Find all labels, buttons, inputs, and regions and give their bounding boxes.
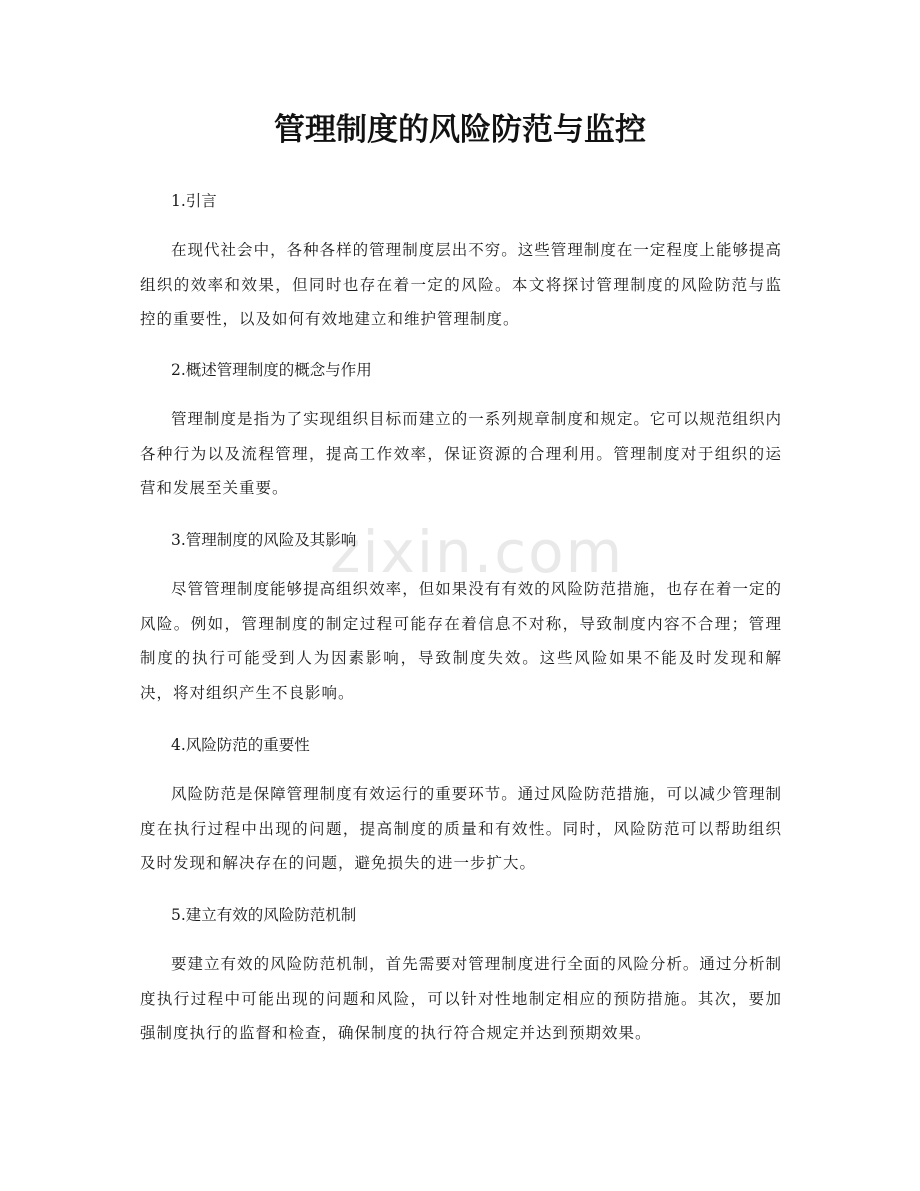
- section-heading-3: 3.管理制度的风险及其影响: [171, 531, 357, 549]
- section-heading-2: 2.概述管理制度的概念与作用: [171, 361, 372, 379]
- section-body-1: 在现代社会中，各种各样的管理制度层出不穷。这些管理制度在一定程度上能够提高组织的效率和效果，但同时也存在着一定的风险。本文将探讨管理制度的风险防范与监控的重要性，以及如何有效地建立和维护管理制度。: [140, 241, 782, 328]
- watermark: zixin.com: [330, 518, 625, 586]
- section-heading-1: 1.引言: [171, 192, 217, 210]
- section-body-4: 风险防范是保障管理制度有效运行的重要环节。通过风险防范措施，可以减少管理制度在执行过程中出现的问题，提高制度的质量和有效性。同时，风险防范可以帮助组织及时发现和解决存在的问题，避免损失的进一步扩大。: [140, 785, 782, 872]
- section-heading-5: 5.建立有效的风险防范机制: [171, 906, 357, 924]
- document-title: 管理制度的风险防范与监控: [274, 112, 646, 148]
- section-heading-4: 4.风险防范的重要性: [171, 736, 310, 754]
- section-body-5: 要建立有效的风险防范机制，首先需要对管理制度进行全面的风险分析。通过分析制度执行过程中可能出现的问题和风险，可以针对性地制定相应的预防措施。其次，要加强制度执行的监督和检查，确保制度的执行符合规定并达到预期效果。: [140, 955, 782, 1042]
- section-body-3: 尽管管理制度能够提高组织效率，但如果没有有效的风险防范措施，也存在着一定的风险。例如，管理制度的制定过程可能存在着信息不对称，导致制度内容不合理；管理制度的执行可能受到人为因素影响，导致制度失效。这些风险如果不能及时发现和解决，将对组织产生不良影响。: [140, 580, 782, 702]
- section-body-2: 管理制度是指为了实现组织目标而建立的一系列规章制度和规定。它可以规范组织内各种行为以及流程管理，提高工作效率，保证资源的合理利用。管理制度对于组织的运营和发展至关重要。: [140, 410, 782, 497]
